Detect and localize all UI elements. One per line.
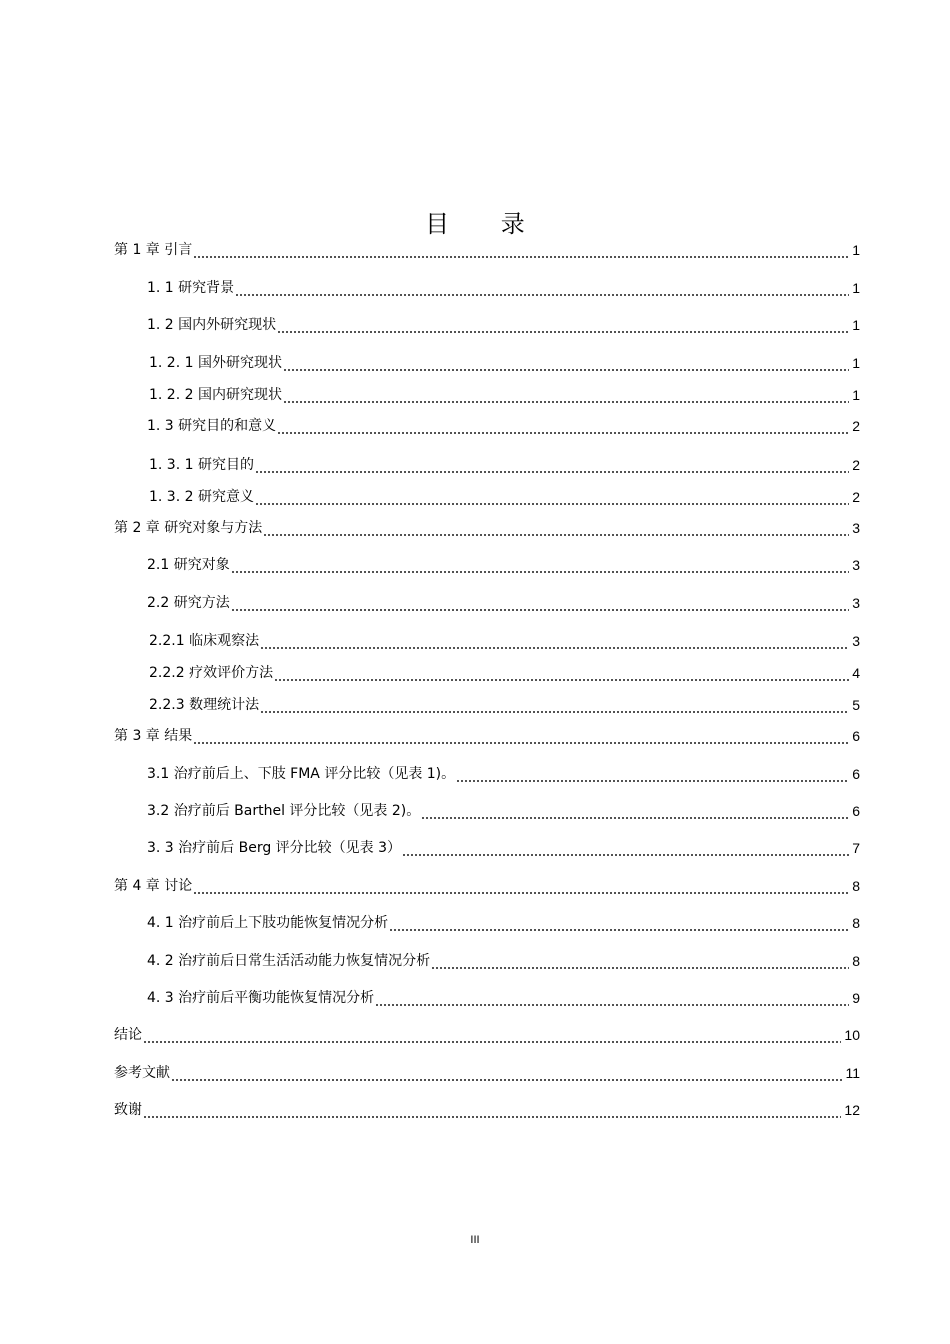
toc-entry-label: 2.2.1 临床观察法 bbox=[149, 633, 260, 649]
toc-entry-label: 1. 3 研究目的和意义 bbox=[147, 418, 277, 434]
toc-entry-label: 1. 1 研究背景 bbox=[147, 280, 235, 296]
dot-leader bbox=[255, 455, 849, 475]
dot-leader bbox=[193, 240, 849, 260]
dot-leader bbox=[260, 631, 849, 651]
toc-entry-page: 11 bbox=[845, 1065, 860, 1081]
dot-leader bbox=[143, 1025, 841, 1045]
dot-leader bbox=[231, 555, 849, 575]
toc-entry-2-2[interactable] bbox=[147, 593, 860, 613]
dot-leader bbox=[274, 663, 849, 683]
dot-leader bbox=[277, 416, 849, 436]
dot-leader bbox=[255, 487, 849, 507]
toc-entry-label: 参考文献 bbox=[114, 1065, 170, 1081]
toc-entry-label: 3. 3 治疗前后 Berg 评分比较（见表 3） bbox=[147, 840, 402, 856]
dot-leader bbox=[260, 695, 849, 715]
toc-entry-3-1[interactable] bbox=[147, 764, 860, 784]
toc-entry-label: 4. 2 治疗前后日常生活活动能力恢复情况分析 bbox=[147, 953, 431, 969]
toc-entry-label: 3.1 治疗前后上、下肢 FMA 评分比较（见表 1)。 bbox=[147, 766, 456, 782]
toc-entry-label: 1. 3. 2 研究意义 bbox=[149, 489, 254, 505]
toc-entry-4-2[interactable] bbox=[147, 951, 860, 971]
dot-leader bbox=[277, 315, 849, 335]
toc-entry-page: 1 bbox=[852, 317, 860, 333]
toc-entry-chapter-3[interactable] bbox=[114, 726, 860, 746]
toc-entry-page: 2 bbox=[852, 418, 860, 434]
toc-entry-1-3-1[interactable] bbox=[149, 455, 860, 475]
toc-entry-page: 12 bbox=[844, 1102, 860, 1118]
toc-entry-1-2-2[interactable] bbox=[149, 385, 860, 405]
dot-leader bbox=[235, 278, 849, 298]
toc-entry-1-1[interactable] bbox=[147, 278, 860, 298]
dot-leader bbox=[263, 518, 849, 538]
toc-entry-page: 6 bbox=[852, 728, 860, 744]
toc-entry-label: 2.2 研究方法 bbox=[147, 595, 230, 611]
dot-leader bbox=[421, 801, 849, 821]
toc-entry-1-3-2[interactable] bbox=[149, 487, 860, 507]
dot-leader bbox=[389, 913, 849, 933]
toc-entry-2-2-3[interactable] bbox=[149, 695, 860, 715]
toc-entry-1-3[interactable] bbox=[147, 416, 860, 436]
toc-entry-4-3[interactable] bbox=[147, 988, 860, 1008]
dot-leader bbox=[402, 838, 849, 858]
dot-leader bbox=[283, 353, 849, 373]
toc-entry-conclusion[interactable] bbox=[114, 1025, 860, 1045]
toc-entry-page: 2 bbox=[852, 489, 860, 505]
toc-entry-page: 1 bbox=[852, 387, 860, 403]
toc-entry-label: 4. 3 治疗前后平衡功能恢复情况分析 bbox=[147, 990, 375, 1006]
toc-entry-2-2-2[interactable] bbox=[149, 663, 860, 683]
toc-entry-3-3[interactable] bbox=[147, 838, 860, 858]
toc-entry-label: 第 1 章 引言 bbox=[114, 242, 193, 258]
toc-entry-label: 1. 2. 1 国外研究现状 bbox=[149, 355, 282, 371]
toc-entry-label: 1. 2 国内外研究现状 bbox=[147, 317, 277, 333]
toc-entry-1-2[interactable] bbox=[147, 315, 860, 335]
toc-entry-page: 8 bbox=[852, 953, 860, 969]
toc-entry-label: 第 3 章 结果 bbox=[114, 728, 193, 744]
toc-entry-page: 3 bbox=[852, 633, 860, 649]
toc-entry-page: 7 bbox=[852, 840, 860, 856]
toc-entry-page: 6 bbox=[852, 803, 860, 819]
toc-entry-references[interactable] bbox=[114, 1063, 860, 1083]
toc-entry-page: 10 bbox=[844, 1027, 860, 1043]
toc-title: 目 录 bbox=[425, 210, 547, 238]
dot-leader bbox=[193, 876, 849, 896]
toc-entry-page: 3 bbox=[852, 595, 860, 611]
toc-entry-3-2[interactable] bbox=[147, 801, 860, 821]
toc-entry-chapter-4[interactable] bbox=[114, 876, 860, 896]
toc-entry-page: 3 bbox=[852, 520, 860, 536]
dot-leader bbox=[283, 385, 849, 405]
toc-entry-4-1[interactable] bbox=[147, 913, 860, 933]
toc-entry-page: 9 bbox=[852, 990, 860, 1006]
toc-entry-page: 8 bbox=[852, 915, 860, 931]
toc-entry-page: 5 bbox=[852, 697, 860, 713]
toc-entry-page: 1 bbox=[852, 242, 860, 258]
toc-entry-label: 2.1 研究对象 bbox=[147, 557, 230, 573]
dot-leader bbox=[431, 951, 849, 971]
page-number-footer: III bbox=[470, 1234, 480, 1246]
toc-entry-page: 1 bbox=[852, 355, 860, 371]
toc-entry-label: 结论 bbox=[114, 1027, 142, 1043]
toc-entry-label: 第 4 章 讨论 bbox=[114, 878, 193, 894]
dot-leader bbox=[456, 764, 849, 784]
dot-leader bbox=[143, 1100, 841, 1120]
toc-entry-page: 4 bbox=[852, 665, 860, 681]
toc-entry-label: 3.2 治疗前后 Barthel 评分比较（见表 2)。 bbox=[147, 803, 421, 819]
toc-entry-label: 致谢 bbox=[114, 1102, 142, 1118]
toc-entry-page: 1 bbox=[852, 280, 860, 296]
dot-leader bbox=[231, 593, 849, 613]
toc-entry-label: 2.2.3 数理统计法 bbox=[149, 697, 260, 713]
toc-entry-page: 3 bbox=[852, 557, 860, 573]
toc-entry-page: 8 bbox=[852, 878, 860, 894]
toc-entry-label: 4. 1 治疗前后上下肢功能恢复情况分析 bbox=[147, 915, 389, 931]
toc-entry-label: 1. 2. 2 国内研究现状 bbox=[149, 387, 282, 403]
toc-entry-acknowledgements[interactable] bbox=[114, 1100, 860, 1120]
toc-entry-label: 第 2 章 研究对象与方法 bbox=[114, 520, 263, 536]
dot-leader bbox=[171, 1063, 842, 1083]
toc-entry-label: 1. 3. 1 研究目的 bbox=[149, 457, 254, 473]
dot-leader bbox=[193, 726, 849, 746]
toc-entry-page: 2 bbox=[852, 457, 860, 473]
toc-entry-label: 2.2.2 疗效评价方法 bbox=[149, 665, 274, 681]
toc-entry-chapter-2[interactable] bbox=[114, 518, 860, 538]
toc-entry-chapter-1[interactable] bbox=[114, 240, 860, 260]
toc-entry-2-2-1[interactable] bbox=[149, 631, 860, 651]
dot-leader bbox=[375, 988, 849, 1008]
toc-entry-1-2-1[interactable] bbox=[149, 353, 860, 373]
toc-entry-2-1[interactable] bbox=[147, 555, 860, 575]
toc-entry-page: 6 bbox=[852, 766, 860, 782]
